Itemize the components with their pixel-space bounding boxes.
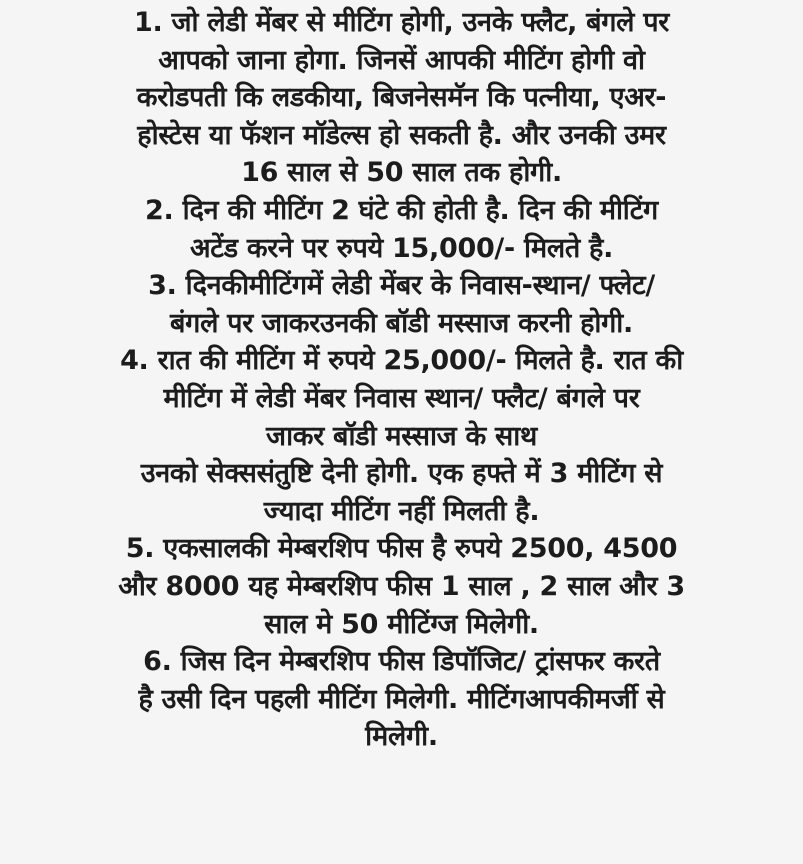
text-line: 3. दिनकीमीटिंगमें लेडी मेंबर के निवास-स्थान/ फ्लेट/ (148, 270, 655, 302)
text-line: 1. जो लेडी मेंबर से मीटिंग होगी, उनके फ्लैट, बंगले पर (133, 7, 670, 38)
text-line: 6. जिस दिन मेम्बरशिप फीस डिपॉजिट/ ट्रांसफर करते (143, 646, 660, 678)
text-line: 16 साल से 50 साल तक होगी. (241, 157, 562, 189)
text-line: करोडपती कि लडकीया, बिजनेसमॅन कि पत्नीया, एअर- (136, 82, 667, 114)
text-line: और 8000 यह मेम्बरशिप फीस 1 साल , 2 साल और 3 (118, 570, 685, 602)
text-line: उनको सेक्ससंतुष्टि देनी होगी. एक हफ्ते में 3 मीटिंग से (140, 458, 663, 490)
text-line: मीटिंग में लेडी मेंबर निवास स्थान/ फ्लैट/ बंगले पर (163, 382, 640, 414)
text-line: है उसी दिन पहली मीटिंग मिलेगी. मीटिंगआपकीमर्जी से (138, 683, 665, 715)
text-line: आपको जाना होगा. जिनसें आपकी मीटिंग होगी वो (158, 44, 645, 76)
text-line: जाकर बॉडी मस्साज के साथ (266, 420, 537, 452)
text-line: 5. एकसालकी मेम्बरशिप फीस है रुपये 2500, 4500 (125, 533, 678, 565)
text-line: मिलेगी. (365, 721, 438, 753)
text-line: 4. रात की मीटिंग में रुपये 25,000/- मिलते है. रात की (120, 345, 683, 377)
text-line: होस्टेस या फॅशन मॉडेल्स हो सकती है. और उनकी उमर (137, 119, 666, 151)
text-line: 2. दिन की मीटिंग 2 घंटे की होती है. दिन की मीटिंग (145, 194, 658, 226)
text-line: ज्यादा मीटिंग नहीं मिलती है. (263, 495, 540, 527)
text-line: साल मे 50 मीटिंग्ज मिलेगी. (264, 608, 539, 640)
text-line: बंगले पर जाकरउनकी बॉडी मस्साज करनी होगी. (170, 307, 633, 339)
text-line: अटेंड करने पर रुपये 15,000/- मिलते है. (189, 232, 614, 264)
